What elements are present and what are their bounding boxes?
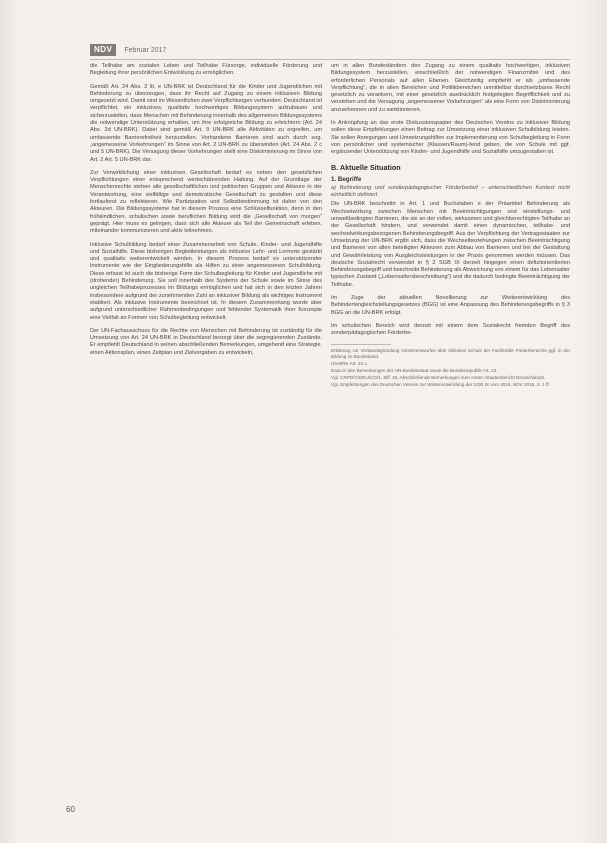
paragraph: Inklusive Schulbildung bedarf einer Zusammenarbeit von Schule, Kinder- und Jugendhilfe und Sozialhilfe. Diese bisherigen Begleitleistungen als inklusive Lehr- und Lernorte gestärkt und qualitativ weiterentwickelt werden. In diesem Prozess bedarf es unterstützender Instrumente wie der Eingliederungshilfe als Hilfen zu einer angemessenen Schulbildung. Diese erfasst ist auch die bisherige Form der Schulbegleitung für Kinder und Jugendliche mit (drohender) Behinderung. Sie soll innerhalb des Systems der Schule sowie im Sinne des ungleichen Teilhabeprozesses im Bildungs ermöglichen und hat sich in den letzten Jahren insbesondere aufgrund der zunehmenden Zahl an inklusiver Bildung als wichtiges Instrument etabliert. Als inklusive Instrumente bezeichnet ist. In diesem Zusammenhang wurde aber aufgrund unterschiedlicher Rahmenbedingungen und fehlender Systematik ihrer Konzepte eine Vielfalt an Formen von Schulbegleitung entwickelt.: [90, 241, 322, 321]
footnote: Dazu in den Bemerkungen der UN-Bundesstaat sowie die Bundesrepublik Art. 13.: [331, 367, 498, 373]
footnote-separator: [331, 344, 391, 345]
left-column: [90, 63, 322, 363]
footnote: Vgl. Empfehlungen des Deutschen Vereins zur Weiterentwicklung der SGB IX vom 2016, NDV 2016, S. 1 ff.: [331, 381, 550, 387]
paragraph: Im schulischen Bereich wird derzeit mit einem dem Sozialrecht fremden Begriff des sonderpädagogischen Förderbe-: [331, 322, 570, 337]
subsection-heading: 1. Begriffe: [331, 175, 362, 183]
page-number: 60: [66, 805, 75, 814]
paragraph: die Teilhabe am sozialen Leben und Teilhabe Fürsorge, individuelle Förderung und Begleitung ihrer persönlichen Entwicklung zu ermöglichen.: [90, 63, 322, 77]
subsection-italic-heading: a) Behinderung und sonderpädagogischer Förderbedarf – unterschiedlichen Kontext nicht einheitlich definiert: [331, 184, 570, 199]
paragraph: Gemäß Art. 24 Abs. 2 lit. e UN-BRK ist Deutschland für die Kinder und Jugendlichen mit Behinderung zu überzeugen, dass ihr Recht auf Zugang zu einem inklusiven Bildung umgesetzt wird. Damit sind im Wesentlichen zwei Verpflichtungen verbunden: Deutschland ist verpflichtet, ein inklusives, qualitativ hochwertiges Bildungssystem aufzubauen und sicherzustellen, dass Menschen mit Behinderung innerhalb des allgemeinen Bildungssystems die notwendige Unterstützung erhalten, um ihre erfolgreiche Bildung zu erleichtern (Art. 24 Abs. 2d UN-BRK). Dabei sind gemäß Art. 9 UN-BRK alle Aktivitäten zu ergreifen, um umfassende Barrierefreiheit herzustellen. Vorhandene Barrieren sind auch durch sog. „angemessene Vorkehrungen“ im Sinne von Art. 2 UN-BRK zu überwinden (Art. 24 Abs. 2 c und 5 UN-BRK). Die Versagung dieser Vorkehrungen stellt eine Diskriminierung im Sinne von Art. 2 Art. 5 UN-BRK dar.: [90, 83, 322, 163]
right-column: [331, 63, 570, 389]
header-rule: [90, 59, 570, 60]
footnote: UN-BRK Art. 24 c.: [331, 360, 369, 366]
section-heading: B. Aktuelle Situation: [331, 162, 401, 172]
issue-date: Februar 2017: [124, 46, 167, 54]
footnote: Vgl. CRPD/C/DEU/CO/1, Ziff. 46, Abschließende Bemerkungen zum ersten Staatenbericht Deutschlands.: [331, 374, 546, 380]
journal-logo: NDV: [90, 44, 116, 56]
paragraph: Der UN-Fachausschuss für die Rechte von Menschen mit Behinderung ist zuständig für die Umsetzung von Art. 24 UN-BRK in Deutschland besorgt über die segregierenden Zustände. Er empfiehlt Deutschland in seinen abschließenden Bemerkungen, umgehend eine Strategie, einen Aktionsplan, einen Zeitplan und Zielvorgaben zu entwickeln,: [90, 327, 322, 356]
footnotes: [331, 348, 570, 389]
paragraph: um in allen Bundesländern den Zugang zu einem qualitativ hochwertigen, inklusiven Bildungssystem herzustellen, einschließlich der notwendigen Finanzmittel und des erforderlichen Personals auf allen Ebenen. Gleichzeitig empfiehlt er als „umfassende Verpflichtung“, die in allen Bereichen und Politikbereichen unmittelbar durchsetzbares Recht gesetzlich zu verankern, mit einer gesetzlich ausdrücklich festgelegten Begrifflichkeit und zu verstehen und die Versagung „angemessener Vorkehrungen“ als eine Form von Diskriminierung anzuerkennen und zu sanktionieren.: [331, 63, 570, 113]
paragraph: Die UN-BRK beschreibt in Art. 1 und Buchstaben e der Präambel Behinderung als Wechselwirkung zwischen Menschen mit Beeinträchtigungen und einstellungs- und umweltbedingten Barrieren, die sie an der vollen, wirksamen und gleichberechtigten Teilhabe an der Gesellschaft hindern, und verwendet damit einen dynamischen, teilhabe- und wechselwirkungsbezogenen Behinderungsbegriff. Aus der Verpflichtung der Vertragsstaaten zur Umsetzung der UN-BRK ergibt sich, dass die Wechselbeziehungen zwischen Beeinträchtigung und Barrieren von allen beteiligten Akteuren zum Abbau von Barrieren und bei der Gestaltung und Gewährleistung von Ausgleichsleistungen in der Praxis genommen werden müssen. Das deutsche Sozialrecht verwendet in § 2 SGB IX derzeit hingegen einen defizitorientierten Behinderungsbegriff und beschreibt Behinderung als Abweichung von einem für das Lebensalter typischen Zustand („Lebensaltersbeschreibung“) und die dadurch bedingte Beeinträchtigung der Teilhabe.: [331, 201, 570, 288]
page-header: [90, 44, 166, 56]
paragraph: Zur Verwirklichung einer inklusiven Gesellschaft bedarf es neben den gesetzlichen Verpflichtungen einer entsprechend wertschätzenden Haltung. Auf der Grundlage der Menschenrechte stehen alle gesellschaftlichen und politischen Gruppen und Akteure in der Verantwortung, eine vielfältige und demokratische Gesellschaft zu gestalten und diese fortlaufend zu reflektieren. Wie Partizipation und Selbstbestimmung ist daher von den Akteuren. Die Bildungssysteme hat in diesem Prozess eine Schlüsselfunktion, denn in den frühkindlichen, schulischen sowie beruflichen Bildung wird die „Gesellschaft von morgen“ geprägt. Hier muss es gelingen, dass sich alle Akteure als Teil der Gemeinschaft erleben, miteinander kommunizieren und aktiv teilnehmen.: [90, 169, 322, 235]
footnote: Erklärung zur Verbandsgründung Gesetzentwurfes über inklusive Schule der Fachkräfte Förderbereiche ggf. in der Bildung im Bundesland.: [331, 347, 570, 359]
paragraph: Im Zuge der aktuellen Novellierung zur Weiterentwicklung des Behindertengleichstellungsgesetzes (BGG) ist eine Anpassung des Behinderungsbegriffs in § 3 BGG an die UN-BRK erfolgt.: [331, 295, 570, 316]
paragraph: In Anknüpfung an das erste Diskussionspapier des Deutschen Vereins zu inklusiver Bildung sollen diese Empfehlungen einen Beitrag zur Umsetzung einer inklusiven Schulbildung leisten. Sie sollen Anregungen und Umsetzungshilfen zur Implementierung von Schulbegleitung in Form von persönlicher und systemischer (Klassen/Raum)-fend geben, die von Schule mit ggf. ergänzender Unterstützung von Kinder- und Jugendhilfe und Sozialhilfe umzugestalten ist.: [331, 120, 570, 156]
